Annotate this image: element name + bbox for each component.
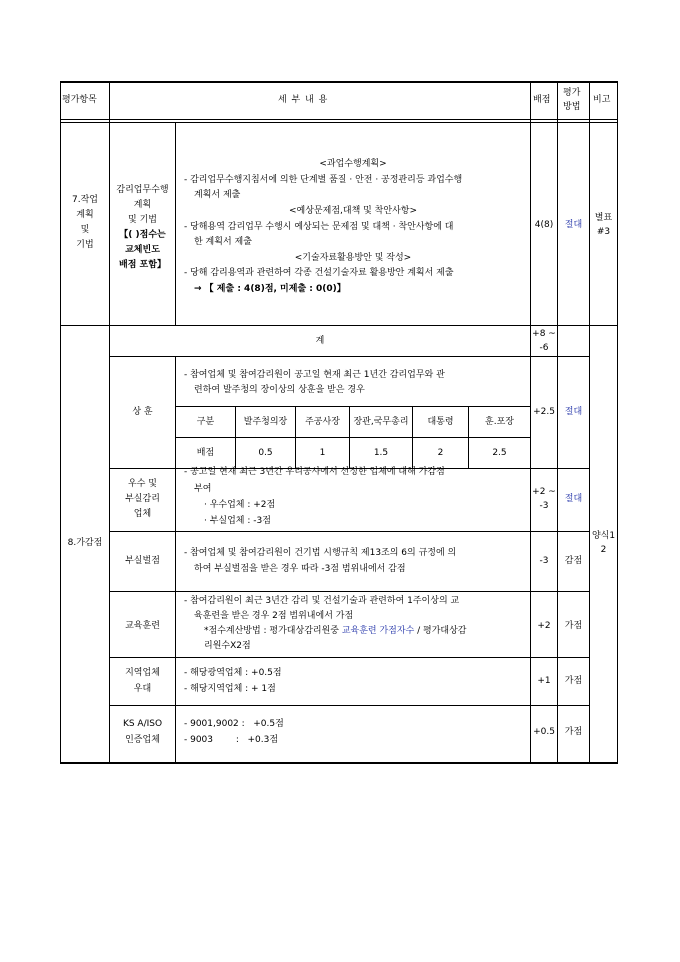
- penalty-label: 부실벌점: [125, 556, 160, 566]
- rule: [109, 531, 589, 532]
- ks-score: +0.5: [533, 727, 555, 737]
- rule: [175, 123, 176, 326]
- penalty-method: 감점: [564, 556, 583, 566]
- award-row-cell: 배점: [196, 448, 215, 458]
- content-line: - 당해용역 감리업무 수행시 예상되는 문제점 및 대책 · 착안사항에 대: [184, 222, 454, 232]
- rule: [60, 119, 617, 120]
- section-7-note: #3: [596, 227, 611, 237]
- content-line: 한 계획서 제출: [194, 237, 252, 247]
- training-formula-pre: *점수계산방법 : 평가대상감리원중: [204, 626, 342, 636]
- content-line: - 당해 감리용역과 관련하여 각종 건설기술자료 활용방안 계획서 제출: [184, 268, 454, 278]
- excellent-score: -3: [539, 501, 549, 511]
- excellent-label: 업체: [133, 509, 152, 519]
- excellent-desc: - 공고일 현재 최근 3년간 우리공사에서 선정한 업체에 대해 가감점: [184, 467, 445, 477]
- training-desc: - 참여감리원이 최근 3년간 감리 및 건설기술과 관련하여 1주이상의 교: [184, 596, 460, 606]
- header-content: 세 부 내 용: [278, 95, 329, 105]
- sub-line: 계획: [133, 200, 152, 210]
- content-line: 계획서 제출: [194, 190, 241, 200]
- penalty-desc: 하여 부실벌점을 받은 경우 따라 -3점 범위내에서 감점: [194, 564, 406, 574]
- excellent-label: 부실감리: [125, 494, 160, 504]
- training-score: +2: [537, 621, 551, 631]
- total-score: -6: [539, 343, 549, 353]
- excellent-desc: · 우수업체 : +2점: [204, 500, 276, 510]
- training-desc: 리원수X2점: [204, 641, 251, 651]
- regional-desc: - 해당지역업체 : + 1점: [184, 684, 276, 694]
- regional-label: 우대: [133, 684, 152, 694]
- award-row-cell: 1.5: [373, 448, 389, 458]
- training-method: 가점: [564, 621, 583, 631]
- award-header-cell: 발주청의장: [243, 417, 288, 427]
- rule: [109, 591, 589, 592]
- regional-desc: - 해당광역업체 : +0.5점: [184, 668, 282, 678]
- award-header-cell: 구분: [196, 417, 215, 427]
- award-header-cell: 훈.포장: [485, 417, 514, 427]
- rule: [617, 81, 618, 764]
- header-method-2: 방법: [563, 102, 581, 112]
- award-score: +2.5: [533, 407, 555, 417]
- excellent-score: +2 ~: [532, 487, 556, 497]
- excellent-method: 절대: [564, 494, 583, 504]
- content-heading: <기술자료활용방안 및 작성>: [294, 253, 412, 263]
- excellent-desc: 부여: [194, 484, 212, 494]
- header-item: 평가항목: [62, 95, 97, 105]
- section-8-note: 양식1: [591, 531, 616, 541]
- header-note: 비고: [593, 95, 611, 105]
- rule: [175, 437, 531, 438]
- sub-line: 【( )점수는: [119, 230, 166, 240]
- training-label: 교육훈련: [125, 621, 160, 631]
- award-header-cell: 장관,국무총리: [353, 417, 409, 427]
- rule: [109, 705, 589, 706]
- award-desc: - 참여업체 및 참여감리원이 공고일 현재 최근 1년간 감리업무와 관: [184, 370, 445, 380]
- section-7-method: 절대: [564, 220, 583, 230]
- section-8-note: 2: [600, 545, 607, 555]
- content-line: - 감리업무수행지침서에 의한 단계별 품질 · 안전 · 공정관리등 과업수행: [184, 175, 463, 185]
- ks-label: 인증업체: [125, 735, 160, 745]
- penalty-desc: - 참여업체 및 참여감리원이 건기법 시행규칙 제13조의 6의 규정에 의: [184, 548, 457, 558]
- section-7-note: 별표: [594, 213, 613, 223]
- rule: [589, 81, 590, 764]
- section-7-score: 4(8): [534, 220, 554, 230]
- item-line: 및: [80, 225, 90, 235]
- content-line: → 【 제출 : 4(8)점, 미제출 : 0(0)】: [194, 284, 346, 294]
- ks-desc: - 9001,9002 : +0.5점: [184, 719, 284, 729]
- total-label: 계: [315, 336, 325, 346]
- item-line: 계획: [76, 210, 94, 220]
- rule: [109, 657, 589, 658]
- excellent-desc: · 부실업체 : -3점: [204, 516, 271, 526]
- rule: [60, 762, 617, 764]
- award-header-cell: 주공사장: [305, 417, 340, 427]
- penalty-score: -3: [539, 556, 549, 566]
- award-method: 절대: [564, 407, 583, 417]
- regional-method: 가점: [564, 676, 583, 686]
- award-desc: 련하여 발주청의 장이상의 상훈을 받은 경우: [194, 385, 365, 395]
- award-row-cell: 2: [437, 448, 444, 458]
- content-heading: <과업수행계획>: [319, 159, 387, 169]
- sub-line: 교체빈도: [125, 245, 160, 255]
- ks-method: 가점: [564, 727, 583, 737]
- award-header-cell: 대통령: [427, 417, 454, 427]
- award-row-cell: 0.5: [258, 448, 273, 458]
- rule: [60, 81, 617, 83]
- excellent-label: 우수 및: [128, 479, 157, 489]
- total-score: +8 ~: [532, 329, 556, 339]
- rule: [60, 81, 61, 764]
- training-desc: [204, 624, 467, 638]
- training-formula-highlight: 교육훈련 가점자수: [341, 626, 415, 636]
- section-8-item: 8.가감점: [67, 538, 103, 548]
- training-desc: 육훈련을 받은 경우 2점 범위내에서 가점: [194, 611, 354, 621]
- regional-label: 지역업체: [125, 668, 160, 678]
- award-row-cell: 1: [319, 448, 326, 458]
- rule: [60, 122, 617, 123]
- rule: [109, 356, 589, 357]
- rule: [557, 81, 558, 764]
- rule: [175, 406, 531, 407]
- award-label: 상 훈: [132, 407, 153, 417]
- item-line: 기법: [76, 240, 94, 250]
- regional-score: +1: [537, 676, 551, 686]
- item-line: 7.작업: [72, 195, 98, 205]
- sub-line: 및 기법: [128, 215, 157, 225]
- ks-label: KS A/ISO: [122, 719, 163, 729]
- award-row-cell: 2.5: [492, 448, 507, 458]
- ks-desc: - 9003 : +0.3점: [184, 735, 279, 745]
- sub-line: 감리업무수행: [116, 185, 169, 195]
- header-score: 배점: [533, 95, 551, 105]
- sub-line: 배점 포함】: [119, 260, 166, 270]
- rule: [530, 81, 531, 764]
- rule: [60, 325, 617, 326]
- header-method-1: 평가: [563, 88, 581, 98]
- training-formula-post: / 평가대상감: [414, 626, 467, 636]
- content-heading: <예상문제점,대책 및 착안사항>: [289, 206, 417, 216]
